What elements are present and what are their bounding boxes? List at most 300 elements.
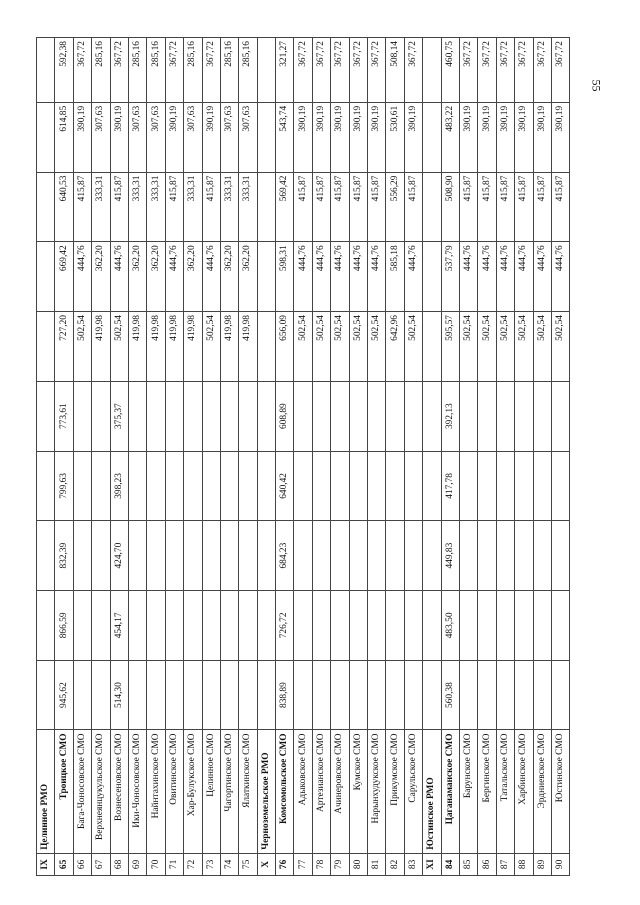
value-cell: 367,72 xyxy=(496,38,514,103)
row-number: 71 xyxy=(165,853,183,875)
value-cell xyxy=(128,381,146,451)
value-cell: 866,59 xyxy=(55,590,73,660)
value-cell xyxy=(73,521,91,591)
municipality-name: Сарульское СМО xyxy=(404,730,422,853)
value-cell: 390,19 xyxy=(496,102,514,172)
value-cell: 444,76 xyxy=(202,242,220,312)
row-number: 82 xyxy=(386,853,404,875)
value-cell xyxy=(478,590,496,660)
value-cell: 483,22 xyxy=(441,102,459,172)
value-cell: 444,76 xyxy=(551,242,569,312)
municipality-name: Харбинское СМО xyxy=(515,730,533,853)
value-cell xyxy=(496,590,514,660)
value-cell xyxy=(37,660,55,730)
value-cell xyxy=(459,660,477,730)
value-cell: 543,74 xyxy=(276,102,294,172)
value-cell: 537,79 xyxy=(441,242,459,312)
value-cell xyxy=(423,451,441,521)
value-cell: 362,20 xyxy=(184,242,202,312)
rotated-table-frame xyxy=(36,37,566,876)
municipality-name: Овитинское СМО xyxy=(165,730,183,853)
value-cell xyxy=(423,660,441,730)
table-row xyxy=(92,38,110,876)
value-cell: 419,98 xyxy=(147,312,165,382)
municipality-name: Артезианское СМО xyxy=(312,730,330,853)
value-cell: 390,19 xyxy=(312,102,330,172)
value-cell xyxy=(515,521,533,591)
district-name: Черноземельское РМО xyxy=(257,730,275,853)
table-row xyxy=(220,38,238,876)
value-cell: 390,19 xyxy=(515,102,533,172)
municipality-name: Кумское СМО xyxy=(349,730,367,853)
value-cell: 390,19 xyxy=(404,102,422,172)
municipality-name: Вознесеновское СМО xyxy=(110,730,128,853)
table-row xyxy=(276,38,294,876)
value-cell: 390,19 xyxy=(368,102,386,172)
value-cell: 415,87 xyxy=(110,172,128,242)
value-cell xyxy=(294,381,312,451)
table-row xyxy=(312,38,330,876)
municipality-name: Ики-Чоносовское СМО xyxy=(128,730,146,853)
table-row xyxy=(404,38,422,876)
row-number: 70 xyxy=(147,853,165,875)
value-cell: 684,23 xyxy=(276,521,294,591)
value-cell: 307,63 xyxy=(184,102,202,172)
table-row xyxy=(368,38,386,876)
value-cell xyxy=(37,242,55,312)
row-number: 81 xyxy=(368,853,386,875)
row-number: 69 xyxy=(128,853,146,875)
value-cell: 460,75 xyxy=(441,38,459,103)
row-number: 86 xyxy=(478,853,496,875)
value-cell xyxy=(368,381,386,451)
value-cell: 530,61 xyxy=(386,102,404,172)
value-cell: 367,72 xyxy=(165,38,183,103)
value-cell: 726,72 xyxy=(276,590,294,660)
tariff-table xyxy=(36,37,570,876)
row-number: X xyxy=(257,853,275,875)
value-cell: 444,76 xyxy=(349,242,367,312)
value-cell: 333,31 xyxy=(184,172,202,242)
value-cell xyxy=(92,660,110,730)
value-cell: 502,54 xyxy=(496,312,514,382)
value-cell: 444,76 xyxy=(533,242,551,312)
row-number: 83 xyxy=(404,853,422,875)
municipality-name: Хар-Булукское СМО xyxy=(184,730,202,853)
municipality-name: Ачинеровское СМО xyxy=(331,730,349,853)
value-cell: 367,72 xyxy=(515,38,533,103)
value-cell: 367,72 xyxy=(404,38,422,103)
table-row xyxy=(294,38,312,876)
municipality-name: Адыковское СМО xyxy=(294,730,312,853)
value-cell: 419,98 xyxy=(220,312,238,382)
value-cell xyxy=(404,590,422,660)
value-cell: 415,87 xyxy=(368,172,386,242)
municipality-name: Ялаткинское СМО xyxy=(239,730,257,853)
value-cell xyxy=(128,451,146,521)
value-cell xyxy=(496,451,514,521)
value-cell: 367,72 xyxy=(478,38,496,103)
value-cell xyxy=(202,451,220,521)
value-cell xyxy=(239,660,257,730)
value-cell: 415,87 xyxy=(202,172,220,242)
value-cell xyxy=(331,451,349,521)
value-cell xyxy=(239,451,257,521)
row-number: 65 xyxy=(55,853,73,875)
table-row xyxy=(165,38,183,876)
row-number: 85 xyxy=(459,853,477,875)
value-cell: 367,72 xyxy=(110,38,128,103)
value-cell xyxy=(257,451,275,521)
value-cell xyxy=(184,451,202,521)
value-cell: 307,63 xyxy=(220,102,238,172)
section-row xyxy=(257,38,275,876)
value-cell xyxy=(551,660,569,730)
value-cell xyxy=(294,521,312,591)
value-cell xyxy=(220,660,238,730)
value-cell xyxy=(386,451,404,521)
value-cell xyxy=(202,590,220,660)
value-cell xyxy=(257,381,275,451)
value-cell: 592,38 xyxy=(55,38,73,103)
value-cell xyxy=(37,590,55,660)
value-cell xyxy=(165,521,183,591)
value-cell: 727,20 xyxy=(55,312,73,382)
value-cell: 390,19 xyxy=(73,102,91,172)
value-cell xyxy=(37,381,55,451)
value-cell: 415,87 xyxy=(73,172,91,242)
value-cell: 285,16 xyxy=(92,38,110,103)
table-row xyxy=(55,38,73,876)
table-row xyxy=(533,38,551,876)
value-cell: 415,87 xyxy=(478,172,496,242)
value-cell xyxy=(294,590,312,660)
value-cell: 367,72 xyxy=(349,38,367,103)
row-number: 89 xyxy=(533,853,551,875)
value-cell: 454,17 xyxy=(110,590,128,660)
row-number: 78 xyxy=(312,853,330,875)
value-cell: 444,76 xyxy=(459,242,477,312)
value-cell xyxy=(37,521,55,591)
value-cell xyxy=(423,381,441,451)
value-cell: 419,98 xyxy=(239,312,257,382)
value-cell: 307,63 xyxy=(128,102,146,172)
value-cell: 419,98 xyxy=(92,312,110,382)
value-cell xyxy=(386,590,404,660)
value-cell: 367,72 xyxy=(312,38,330,103)
value-cell xyxy=(202,381,220,451)
value-cell: 502,54 xyxy=(331,312,349,382)
value-cell xyxy=(257,102,275,172)
value-cell xyxy=(184,381,202,451)
value-cell xyxy=(92,521,110,591)
row-number: 67 xyxy=(92,853,110,875)
value-cell: 838,89 xyxy=(276,660,294,730)
value-cell: 362,20 xyxy=(220,242,238,312)
value-cell xyxy=(128,521,146,591)
value-cell: 415,87 xyxy=(404,172,422,242)
value-cell xyxy=(128,660,146,730)
value-cell xyxy=(202,521,220,591)
value-cell: 367,72 xyxy=(551,38,569,103)
table-row xyxy=(239,38,257,876)
value-cell xyxy=(349,521,367,591)
value-cell: 390,19 xyxy=(202,102,220,172)
value-cell: 285,16 xyxy=(128,38,146,103)
value-cell xyxy=(220,590,238,660)
value-cell xyxy=(312,521,330,591)
value-cell: 415,87 xyxy=(294,172,312,242)
row-number: 80 xyxy=(349,853,367,875)
value-cell xyxy=(239,381,257,451)
row-number: 76 xyxy=(276,853,294,875)
value-cell: 415,87 xyxy=(349,172,367,242)
value-cell: 640,42 xyxy=(276,451,294,521)
value-cell: 285,16 xyxy=(220,38,238,103)
value-cell xyxy=(257,172,275,242)
rotated-table-container xyxy=(36,37,566,876)
value-cell xyxy=(478,451,496,521)
value-cell: 502,54 xyxy=(478,312,496,382)
value-cell xyxy=(312,590,330,660)
value-cell xyxy=(37,172,55,242)
value-cell: 367,72 xyxy=(459,38,477,103)
section-row xyxy=(37,38,55,876)
value-cell xyxy=(404,660,422,730)
municipality-name: Бергинское СМО xyxy=(478,730,496,853)
value-cell: 367,72 xyxy=(202,38,220,103)
section-row xyxy=(423,38,441,876)
value-cell xyxy=(202,660,220,730)
value-cell xyxy=(312,381,330,451)
value-cell xyxy=(423,312,441,382)
municipality-name: Татальское СМО xyxy=(496,730,514,853)
value-cell: 424,70 xyxy=(110,521,128,591)
value-cell: 415,87 xyxy=(312,172,330,242)
value-cell: 307,63 xyxy=(147,102,165,172)
value-cell: 390,19 xyxy=(533,102,551,172)
value-cell: 502,54 xyxy=(73,312,91,382)
value-cell xyxy=(128,590,146,660)
table-row xyxy=(496,38,514,876)
municipality-name: Комсомольское СМО xyxy=(276,730,294,853)
value-cell xyxy=(73,381,91,451)
value-cell: 502,54 xyxy=(294,312,312,382)
value-cell xyxy=(533,590,551,660)
municipality-name: Нарынхудукское СМО xyxy=(368,730,386,853)
value-cell: 285,16 xyxy=(184,38,202,103)
value-cell: 502,54 xyxy=(515,312,533,382)
value-cell xyxy=(257,521,275,591)
value-cell: 415,87 xyxy=(533,172,551,242)
table-row xyxy=(147,38,165,876)
value-cell xyxy=(551,451,569,521)
municipality-name: Найнтахинское СМО xyxy=(147,730,165,853)
value-cell: 419,98 xyxy=(165,312,183,382)
value-cell: 502,54 xyxy=(349,312,367,382)
value-cell: 773,61 xyxy=(55,381,73,451)
page-number: 55 xyxy=(589,79,604,92)
value-cell: 333,31 xyxy=(128,172,146,242)
value-cell: 508,90 xyxy=(441,172,459,242)
value-cell xyxy=(515,660,533,730)
value-cell: 390,19 xyxy=(110,102,128,172)
value-cell xyxy=(533,451,551,521)
value-cell xyxy=(257,312,275,382)
value-cell xyxy=(368,660,386,730)
value-cell xyxy=(423,38,441,103)
value-cell xyxy=(349,660,367,730)
value-cell xyxy=(257,38,275,103)
row-number: 79 xyxy=(331,853,349,875)
value-cell xyxy=(478,521,496,591)
value-cell: 945,62 xyxy=(55,660,73,730)
value-cell: 640,53 xyxy=(55,172,73,242)
value-cell: 415,87 xyxy=(496,172,514,242)
value-cell: 656,09 xyxy=(276,312,294,382)
value-cell: 642,96 xyxy=(386,312,404,382)
value-cell: 415,87 xyxy=(551,172,569,242)
value-cell: 415,87 xyxy=(459,172,477,242)
value-cell: 307,63 xyxy=(239,102,257,172)
value-cell xyxy=(165,451,183,521)
value-cell xyxy=(147,660,165,730)
value-cell xyxy=(423,242,441,312)
value-cell: 444,76 xyxy=(478,242,496,312)
value-cell: 514,30 xyxy=(110,660,128,730)
value-cell: 444,76 xyxy=(110,242,128,312)
value-cell xyxy=(478,381,496,451)
value-cell: 367,72 xyxy=(368,38,386,103)
value-cell: 502,54 xyxy=(459,312,477,382)
table-body xyxy=(37,38,570,876)
value-cell xyxy=(551,521,569,591)
municipality-name: Троицкое СМО xyxy=(55,730,73,853)
value-cell: 502,54 xyxy=(202,312,220,382)
value-cell: 390,19 xyxy=(349,102,367,172)
value-cell: 333,31 xyxy=(92,172,110,242)
value-cell: 285,16 xyxy=(147,38,165,103)
table-row xyxy=(349,38,367,876)
value-cell: 375,37 xyxy=(110,381,128,451)
value-cell: 362,20 xyxy=(239,242,257,312)
value-cell xyxy=(496,381,514,451)
value-cell xyxy=(312,660,330,730)
value-cell xyxy=(551,590,569,660)
value-cell xyxy=(423,172,441,242)
value-cell xyxy=(147,381,165,451)
value-cell xyxy=(257,660,275,730)
value-cell xyxy=(92,451,110,521)
value-cell xyxy=(37,312,55,382)
value-cell xyxy=(220,521,238,591)
value-cell xyxy=(220,381,238,451)
value-cell xyxy=(515,381,533,451)
value-cell xyxy=(37,102,55,172)
value-cell xyxy=(92,590,110,660)
value-cell xyxy=(165,660,183,730)
district-name: Юстинское РМО xyxy=(423,730,441,853)
value-cell xyxy=(386,381,404,451)
value-cell xyxy=(533,381,551,451)
value-cell xyxy=(459,521,477,591)
value-cell: 285,16 xyxy=(239,38,257,103)
value-cell xyxy=(386,521,404,591)
value-cell: 367,72 xyxy=(73,38,91,103)
value-cell xyxy=(423,521,441,591)
value-cell: 390,19 xyxy=(331,102,349,172)
municipality-name: Юстинское СМО xyxy=(551,730,569,853)
table-row xyxy=(202,38,220,876)
value-cell: 569,42 xyxy=(276,172,294,242)
municipality-name: Барунское СМО xyxy=(459,730,477,853)
value-cell: 502,54 xyxy=(368,312,386,382)
value-cell xyxy=(331,590,349,660)
value-cell: 419,98 xyxy=(128,312,146,382)
value-cell xyxy=(239,590,257,660)
value-cell xyxy=(496,660,514,730)
table-row xyxy=(184,38,202,876)
value-cell xyxy=(239,521,257,591)
municipality-name: Бага-Чоносовское СМО xyxy=(73,730,91,853)
value-cell: 799,63 xyxy=(55,451,73,521)
row-number: 73 xyxy=(202,853,220,875)
value-cell xyxy=(368,590,386,660)
value-cell: 444,76 xyxy=(165,242,183,312)
value-cell xyxy=(459,381,477,451)
value-cell xyxy=(331,381,349,451)
value-cell: 444,76 xyxy=(73,242,91,312)
value-cell xyxy=(459,590,477,660)
value-cell: 449,83 xyxy=(441,521,459,591)
row-number: 74 xyxy=(220,853,238,875)
value-cell: 362,20 xyxy=(128,242,146,312)
value-cell: 508,14 xyxy=(386,38,404,103)
value-cell: 417,78 xyxy=(441,451,459,521)
value-cell xyxy=(294,660,312,730)
row-number: 77 xyxy=(294,853,312,875)
table-row xyxy=(459,38,477,876)
row-number: IX xyxy=(37,853,55,875)
value-cell: 415,87 xyxy=(331,172,349,242)
value-cell xyxy=(73,590,91,660)
table-row xyxy=(478,38,496,876)
value-cell xyxy=(459,451,477,521)
row-number: 88 xyxy=(515,853,533,875)
value-cell: 832,39 xyxy=(55,521,73,591)
value-cell: 595,57 xyxy=(441,312,459,382)
value-cell xyxy=(368,451,386,521)
value-cell: 614,85 xyxy=(55,102,73,172)
municipality-name: Чагортинское СМО xyxy=(220,730,238,853)
table-row xyxy=(110,38,128,876)
value-cell xyxy=(184,590,202,660)
value-cell xyxy=(147,590,165,660)
value-cell: 390,19 xyxy=(551,102,569,172)
value-cell xyxy=(533,660,551,730)
row-number: 75 xyxy=(239,853,257,875)
municipality-name: Прикумское СМО xyxy=(386,730,404,853)
value-cell xyxy=(147,521,165,591)
value-cell: 444,76 xyxy=(496,242,514,312)
table-row xyxy=(515,38,533,876)
value-cell: 307,63 xyxy=(92,102,110,172)
value-cell: 502,54 xyxy=(551,312,569,382)
value-cell: 415,87 xyxy=(515,172,533,242)
value-cell: 321,27 xyxy=(276,38,294,103)
value-cell xyxy=(165,590,183,660)
value-cell xyxy=(515,590,533,660)
